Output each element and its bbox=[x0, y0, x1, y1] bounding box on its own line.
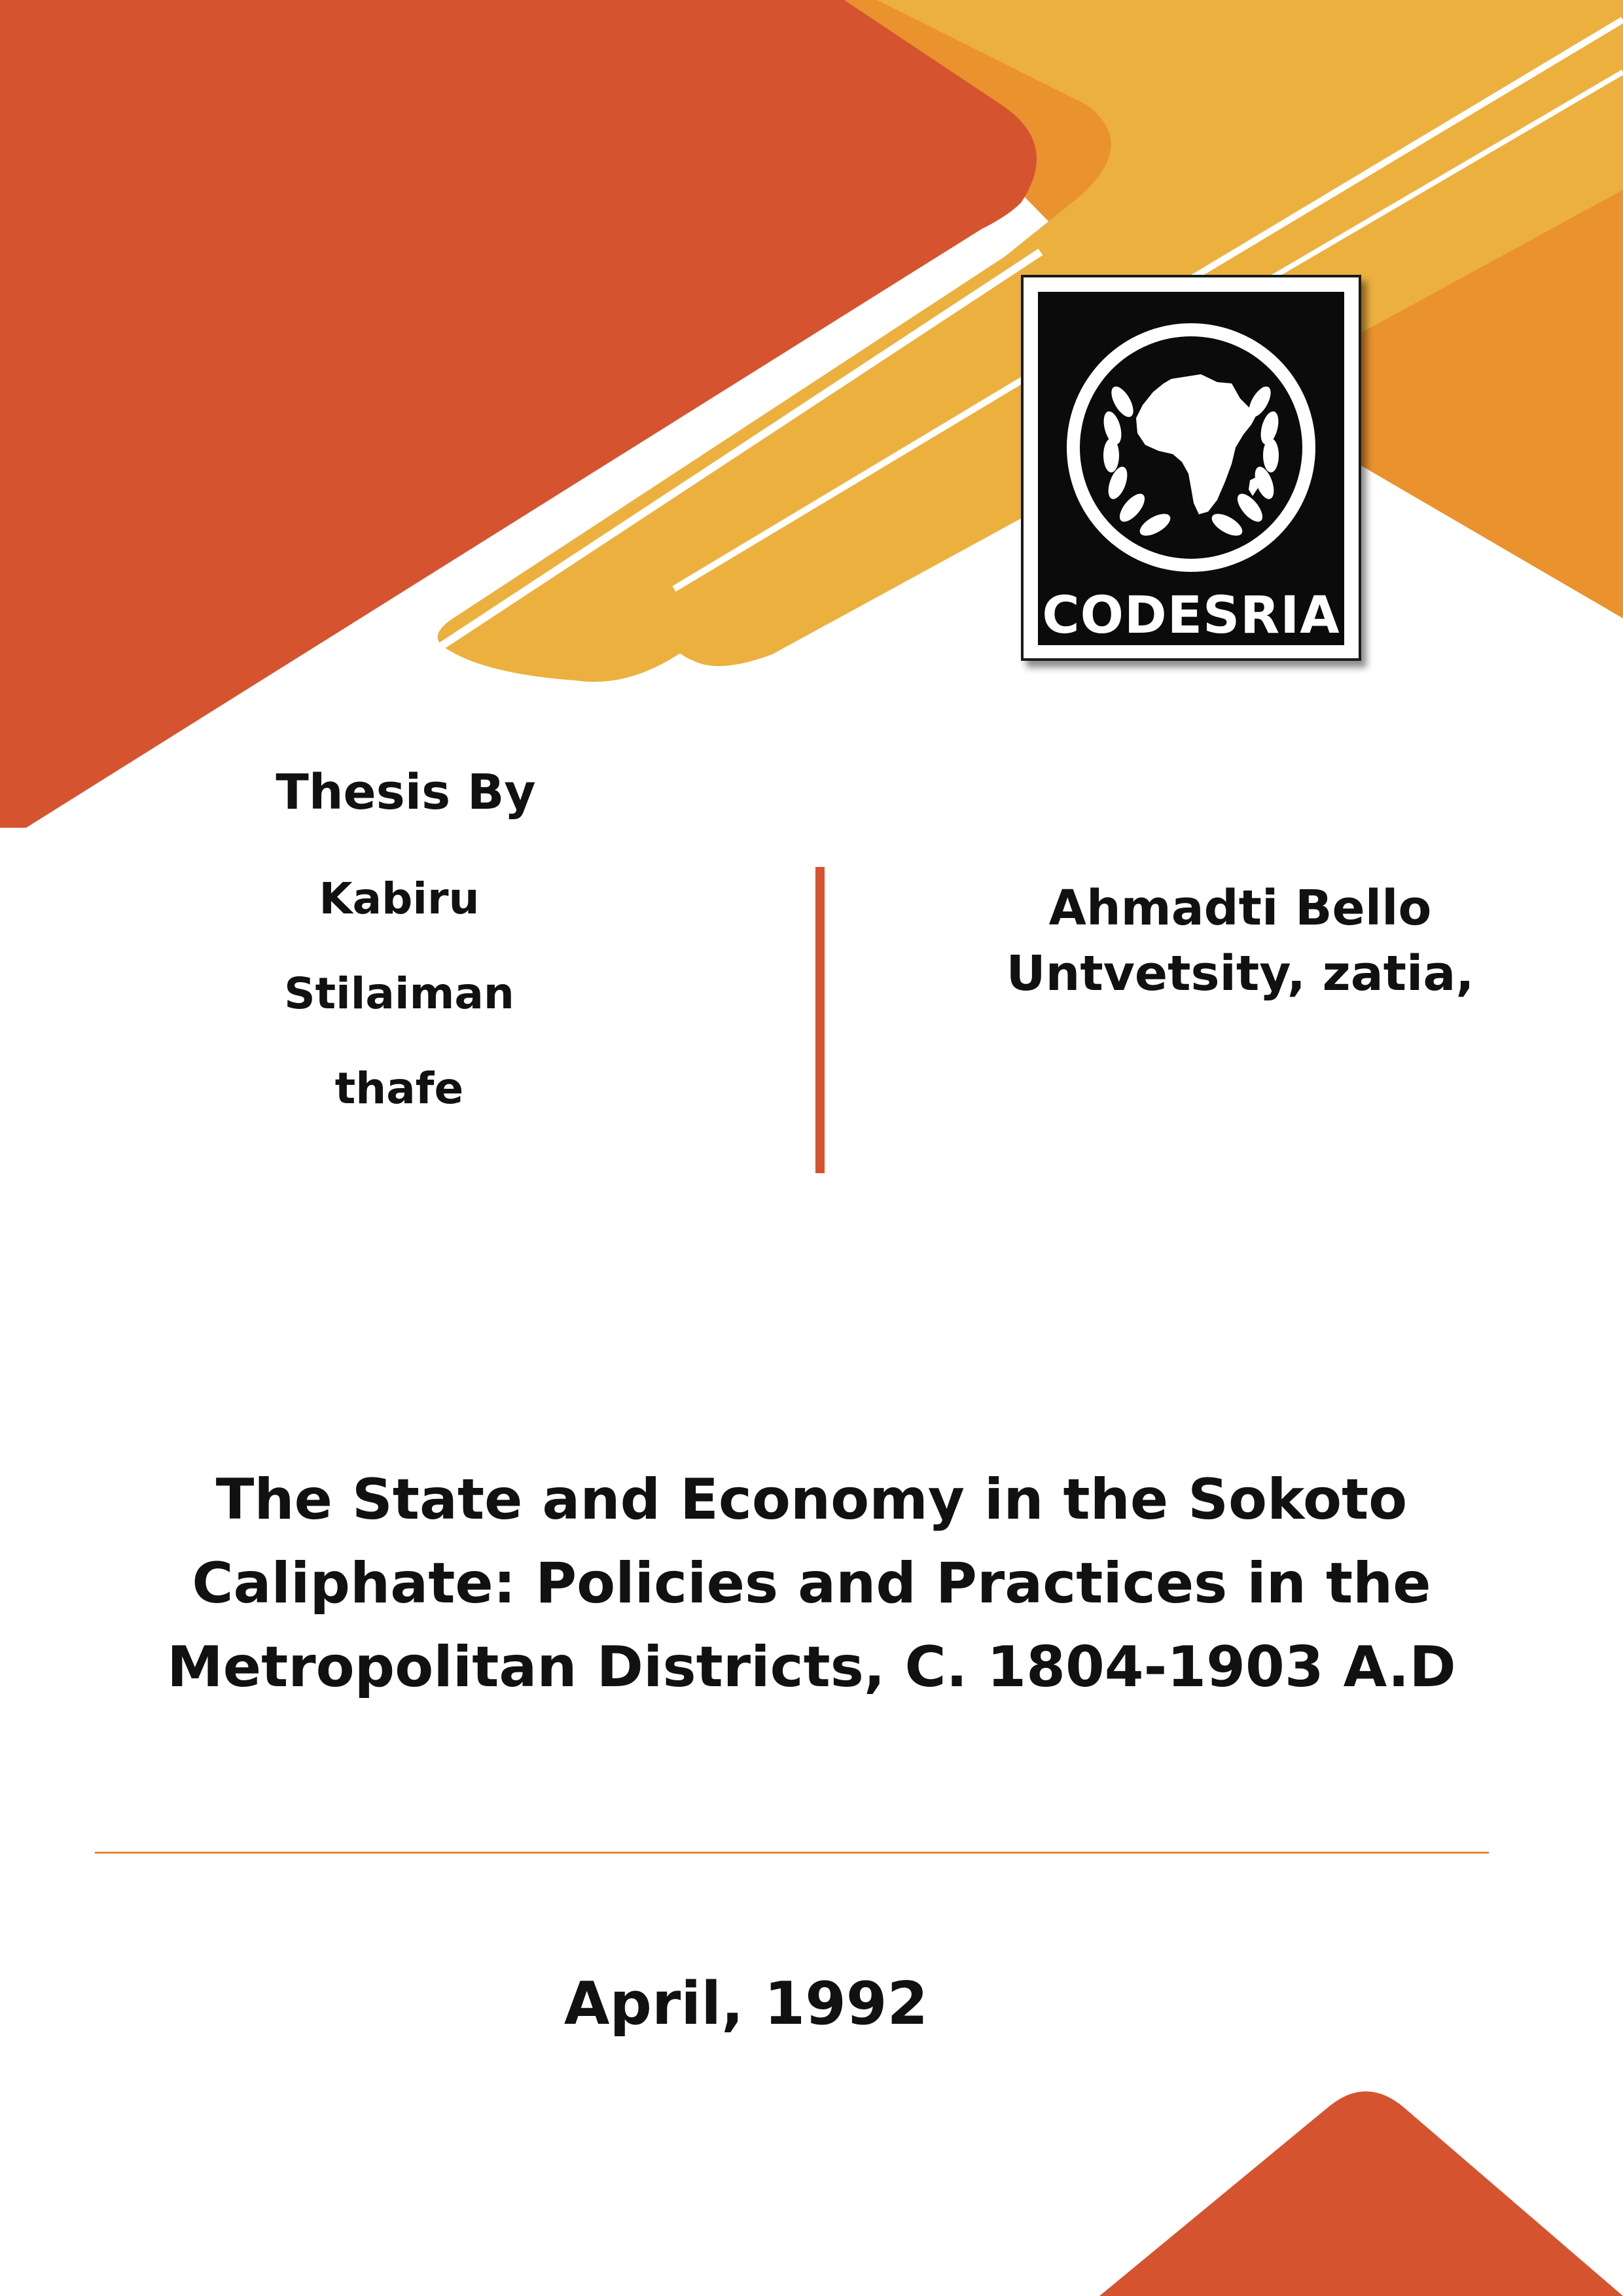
horizontal-divider bbox=[95, 1852, 1489, 1854]
author-name-line-1: Kabiru bbox=[319, 874, 480, 924]
thesis-by-label: Thesis By bbox=[276, 764, 536, 821]
vertical-divider bbox=[815, 867, 825, 1173]
institution-line-1: Ahmadti Bello bbox=[1048, 880, 1432, 936]
author-name-line-2: Stilaiman bbox=[284, 968, 514, 1019]
red-shape-bottom-right bbox=[1099, 2091, 1623, 2296]
author-name-line-3: thafe bbox=[334, 1063, 464, 1114]
logo-background bbox=[1038, 292, 1344, 645]
thesis-title bbox=[79, 1458, 1544, 1709]
logo-wordmark: CODESRIA bbox=[1042, 586, 1340, 645]
title-line-1: The State and Economy in the Sokoto bbox=[215, 1467, 1408, 1532]
title-line-2: Caliphate: Policies and Practices in the bbox=[192, 1551, 1431, 1616]
institution-name bbox=[903, 875, 1577, 1006]
codesria-logo bbox=[1021, 275, 1361, 661]
institution-line-2: Untvetsity, zatia, bbox=[1006, 945, 1474, 1002]
title-line-3: Metropolitan Districts, C. 1804-1903 A.D bbox=[167, 1634, 1456, 1700]
africa-laurel-emblem-icon bbox=[1060, 317, 1322, 578]
publication-date: April, 1992 bbox=[563, 1969, 929, 2038]
